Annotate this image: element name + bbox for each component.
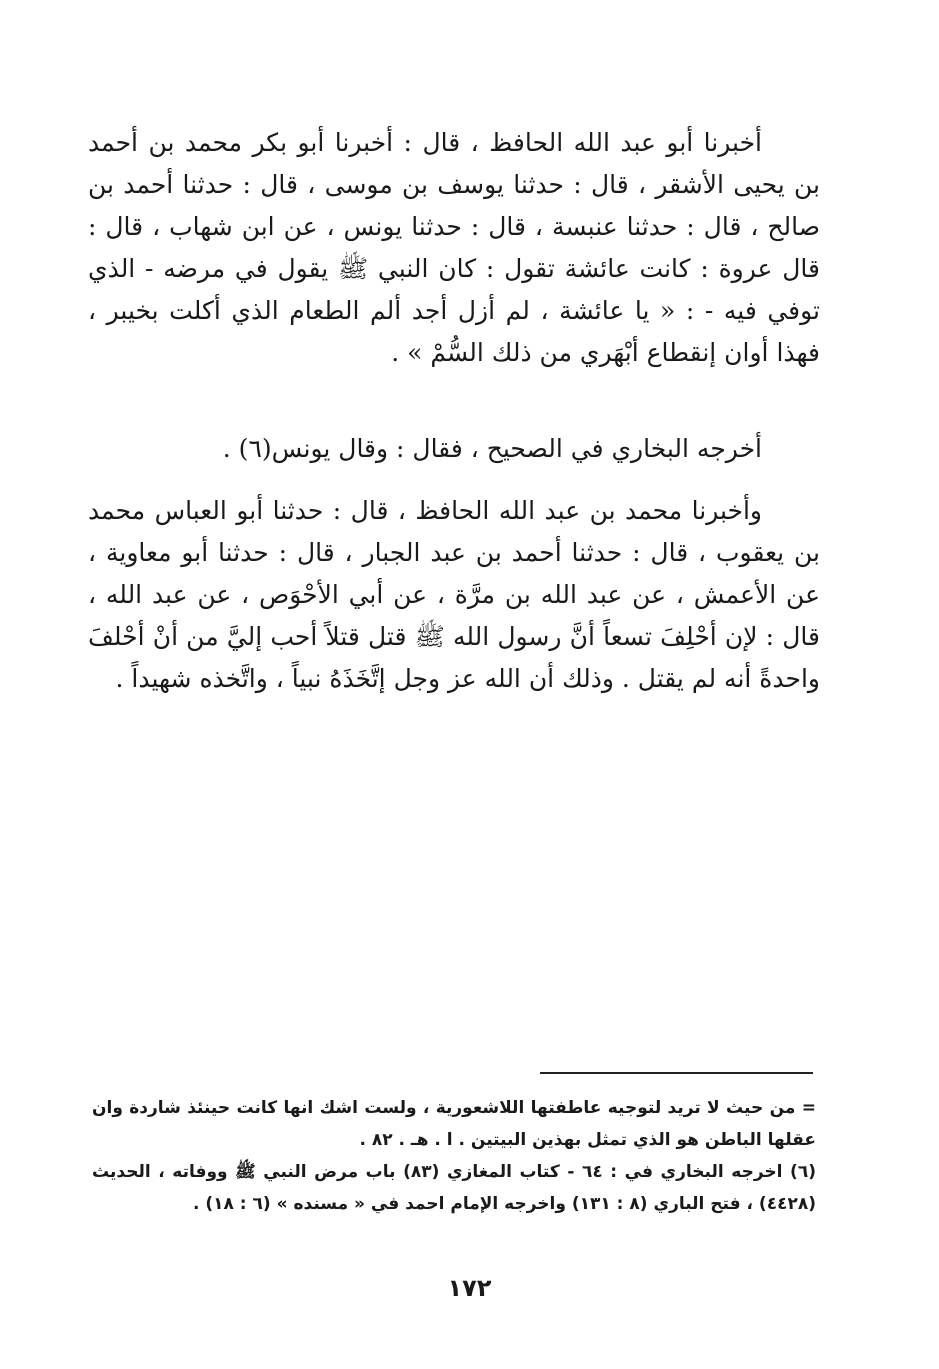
- paragraph-text: أخبرنا أبو عبد الله الحافظ ، قال : أخبرنا أبو بكر محمد بن أحمد بن يحيى الأشقر ، قال : حدثنا يوسف بن موسى ، قال : حدثنا أحمد بن صالح ، قال : حدثنا عنبسة ، قال : حدثنا يونس ، عن ابن شهاب ، قال : قال عروة : كانت عائشة تقول : كان النبي ﷺ يقول في مرضه - الذي توفي فيه - : « يا عائشة ، لم أزل أجد ألم الطعام الذي أكلت بخيبر ، فهذا أوان إنقطاع أبْهَري من ذلك السُّمْ » .: [88, 128, 820, 367]
- footnote-divider: [540, 1072, 813, 1074]
- hadith-paragraph-2: [88, 490, 820, 700]
- paragraph-text: وأخبرنا محمد بن عبد الله الحافظ ، قال : حدثنا أبو العباس محمد بن يعقوب ، قال : حدثنا أحمد بن عبد الجبار ، قال : حدثنا أبو معاوية ، عن الأعمش ، عن عبد الله بن مرَّة ، عن أبي الأحْوَص ، عن عبد الله ، قال : لإن أحْلِفَ تسعاً أنَّ رسول الله ﷺ قتل قتلاً أحب إليَّ من أنْ أحْلفَ واحدةً أنه لم يقتل . وذلك أن الله عز وجل إتَّخَذَهُ نبياً ، واتَّخذه شهيداً .: [88, 496, 820, 693]
- hadith-citation-paragraph: [88, 428, 820, 470]
- footnote-continuation: = من حيث لا تريد لتوجيه عاطفتها اللاشعورية ، ولست اشك انها كانت حينئذ شاردة وان عقلها الباطن هو الذي تمثل بهذين البيتين . ا . هـ . ٨٢ .: [92, 1098, 816, 1150]
- hadith-paragraph-1: [88, 122, 820, 374]
- paragraph-text: أخرجه البخاري في الصحيح ، فقال : وقال يونس(٦) .: [222, 434, 762, 463]
- page-number: ١٧٢: [447, 1274, 492, 1302]
- footnotes-section: [92, 1092, 816, 1220]
- footnote-6: (٦) اخرجه البخاري في : ٦٤ - كتاب المغازي (٨٣) باب مرض النبي ﷺ ووفاته ، الحديث (٤٤٢٨) ، فتح الباري (٨ : ١٣١) واخرجه الإمام احمد في « مسنده » (٦ : ١٨) .: [92, 1162, 816, 1214]
